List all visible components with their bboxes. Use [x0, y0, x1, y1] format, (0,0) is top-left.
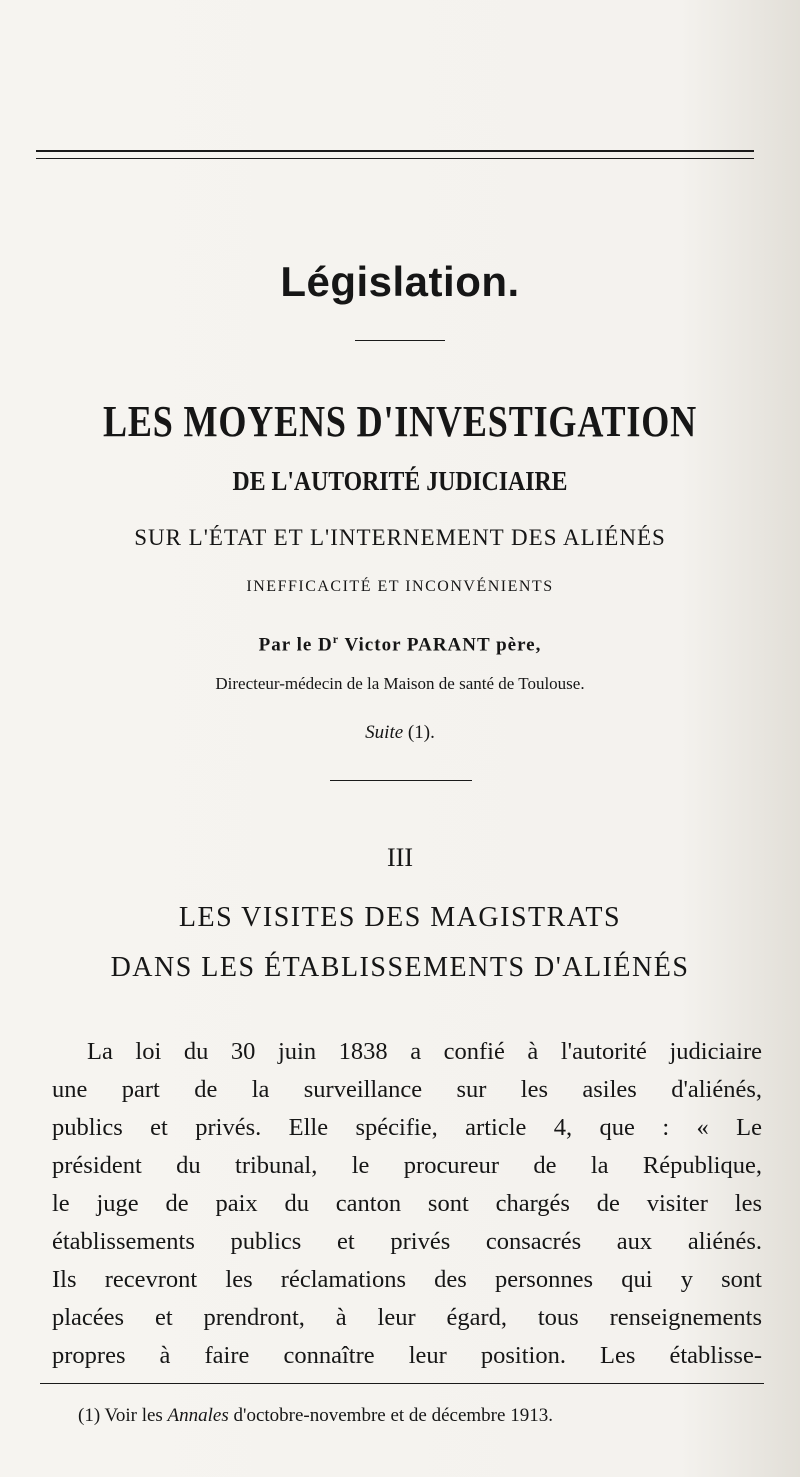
- footnote-suffix: d'octobre-novembre et de décembre 1913.: [228, 1405, 553, 1426]
- suite-label: Suite: [365, 722, 404, 743]
- article-title: LES MOYENS D'INVESTIGATION: [102, 397, 698, 446]
- suite-ref: (1).: [403, 722, 435, 743]
- body-line: Ils recevront les réclamations des personnes qui y sont: [52, 1266, 762, 1293]
- header-rule-bottom: [36, 158, 754, 159]
- byline-sup: r: [332, 632, 340, 646]
- section-number: III: [387, 843, 413, 872]
- article-subtitle-3: INEFFICACITÉ ET INCONVÉNIENTS: [246, 578, 554, 595]
- body-line: une part de la surveillance sur les asiles d'aliénés,: [52, 1076, 762, 1103]
- footnote-prefix: (1) Voir les: [78, 1405, 168, 1426]
- body-line: le juge de paix du canton sont chargés de visiter les: [52, 1190, 762, 1217]
- author-name: Victor PARANT père,: [339, 634, 542, 656]
- article-subtitle: DE L'AUTORITÉ JUDICIAIRE: [232, 466, 568, 496]
- title-divider: [330, 780, 472, 781]
- body-paragraph: [52, 1033, 762, 1375]
- article-subtitle-2: SUR L'ÉTAT ET L'INTERNEMENT DES ALIÉNÉS: [134, 525, 666, 550]
- footnote-rule: [40, 1383, 764, 1384]
- section-heading: Législation.: [280, 258, 520, 305]
- footnote: [78, 1405, 768, 1427]
- author-byline: [0, 632, 800, 656]
- continuation-note: [0, 722, 800, 744]
- section-title-line-2: DANS LES ÉTABLISSEMENTS D'ALIÉNÉS: [110, 952, 690, 983]
- author-affiliation: Directeur-médecin de la Maison de santé de Toulouse.: [215, 674, 585, 693]
- header-rule-top: [36, 150, 754, 152]
- body-line: publics et privés. Elle spécifie, article 4, que : « Le: [52, 1114, 762, 1141]
- heading-divider: [355, 340, 445, 341]
- body-line: placées et prendront, à leur égard, tous renseignements: [52, 1304, 762, 1331]
- body-line: établissements publics et privés consacrés aux aliénés.: [52, 1228, 762, 1255]
- byline-prefix: Par le D: [258, 634, 333, 656]
- body-line: propres à faire connaître leur position. Les établisse-: [52, 1342, 762, 1369]
- section-title-line-1: LES VISITES DES MAGISTRATS: [178, 902, 622, 933]
- body-line: président du tribunal, le procureur de la République,: [52, 1152, 762, 1179]
- body-line: La loi du 30 juin 1838 a confié à l'autorité judiciaire: [87, 1038, 762, 1065]
- footnote-journal: Annales: [167, 1405, 229, 1426]
